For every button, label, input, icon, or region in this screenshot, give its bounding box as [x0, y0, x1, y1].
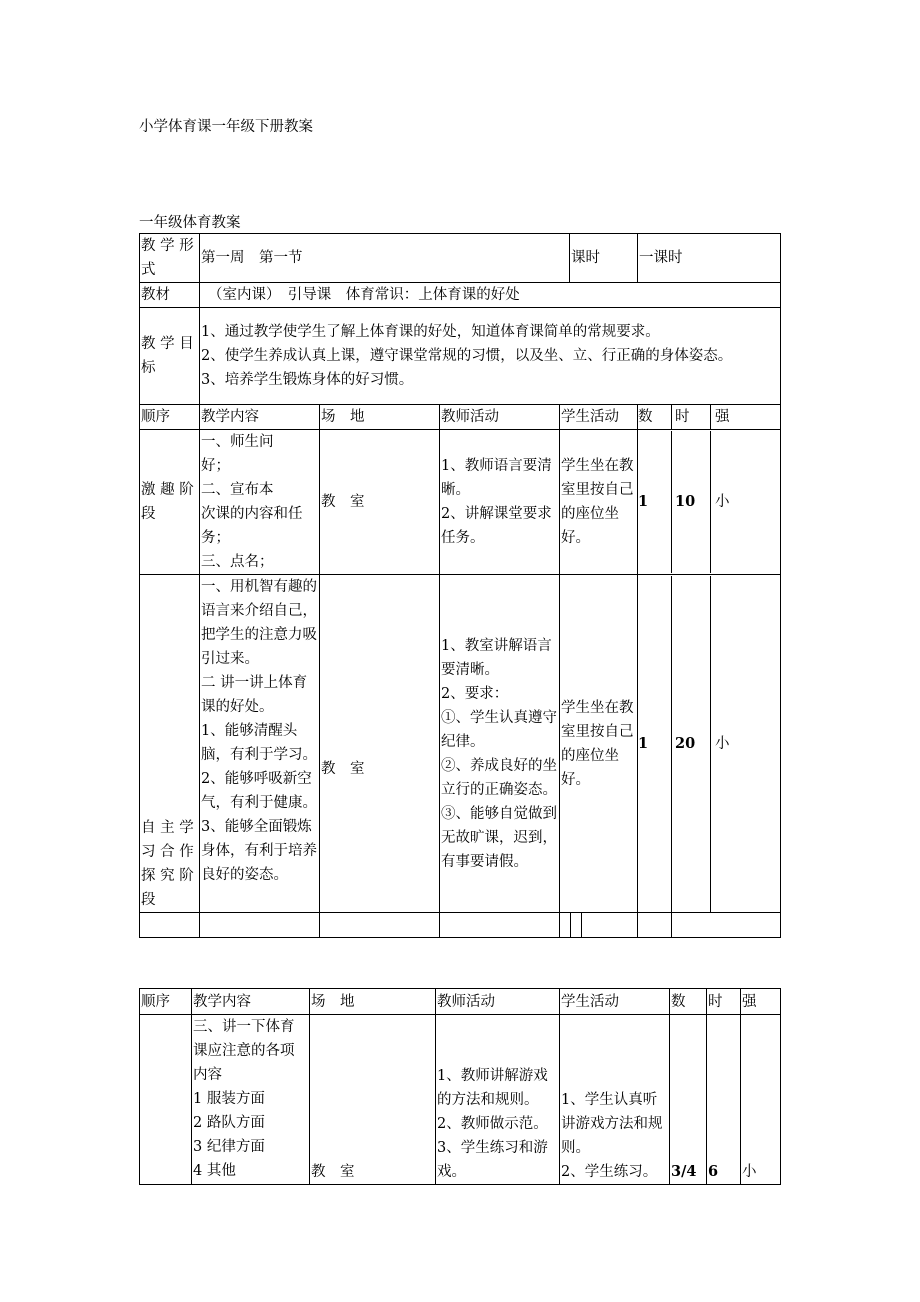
venue-cell: 教 室 [320, 430, 440, 575]
teacher-line: 1、教室讲解语言要清晰。 [441, 637, 552, 678]
header-order: 顺序 [140, 989, 192, 1015]
teacher-line: 2、讲解课堂要求任务。 [441, 506, 552, 546]
lesson-plan-table-1 [139, 233, 781, 938]
content-cell [200, 430, 320, 575]
material-value: （室内课） 引导课 体育常识：上体育课的好处 [200, 283, 781, 308]
teacher-line: 1、教师语言要清晰。 [441, 458, 552, 498]
student-line: 2、学生练习。 [561, 1164, 658, 1180]
empty-cell [638, 913, 781, 938]
venue-cell: 教 室 [310, 1015, 436, 1185]
header-content: 教学内容 [192, 989, 310, 1015]
header-count: 数 [638, 405, 672, 429]
content-line: 好； [201, 458, 230, 474]
empty-cell [320, 913, 440, 938]
header-venue: 场 地 [310, 989, 436, 1015]
time-value: 6 [707, 1015, 741, 1185]
header-student: 学生活动 [560, 405, 638, 430]
teacher-activity-cell [440, 430, 560, 575]
teacher-activity-cell [440, 575, 560, 913]
content-line: 1 服装方面 [193, 1091, 265, 1107]
teacher-line: 1、教师讲解游戏的方法和规则。 [437, 1068, 548, 1108]
intensity-value: 小 [741, 1015, 781, 1185]
teacher-line: 2、要求： [441, 685, 509, 702]
form-value: 第一周 第一节 [200, 234, 570, 283]
count-value: 1 [638, 431, 672, 573]
content-line: 一、用机智有趣的语言来介绍自己，把学生的注意力吸引过来。 [201, 579, 317, 667]
content-line: 三、点名； [201, 554, 274, 570]
student-activity-cell: 学生坐在教室里按自己的座位坐好。 [560, 430, 638, 575]
teacher-line: ②、养成良好的坐立行的正确姿态。 [441, 757, 557, 798]
content-cell [200, 575, 320, 913]
header-intensity: 强 [715, 409, 730, 425]
goal-item: 2、使学生养成认真上课，遵守课堂常规的习惯，以及坐、立、行正确的身体姿态。 [201, 348, 733, 364]
header-student: 学生活动 [560, 989, 670, 1015]
goal-item: 1、通过教学使学生了解上体育课的好处，知道体育课简单的常规要求。 [201, 324, 660, 340]
goal-item: 3、培养学生锻炼身体的好习惯。 [201, 372, 414, 388]
document-title: 小学体育课一年级下册教案 [139, 119, 313, 135]
header-teacher: 教师活动 [436, 989, 560, 1015]
header-teacher: 教师活动 [440, 405, 560, 430]
content-line: 二 讲一讲上体育课的好处。 [201, 675, 308, 715]
teacher-line: 2、教师做示范。 [437, 1116, 548, 1132]
header-count: 数 [670, 989, 707, 1015]
student-activity-cell: 学生坐在教室里按自己的座位坐好。 [560, 575, 638, 913]
teacher-line: ③、能够自觉做到无故旷课，迟到，有事要请假。 [441, 805, 557, 870]
count-time-intensity-cell [638, 575, 781, 913]
empty-cell [140, 913, 200, 938]
content-line: 一、师生问 [201, 434, 274, 450]
time-value: 10 [672, 431, 711, 573]
content-line: 3、能够全面锻炼身体，有利于培养良好的姿态。 [201, 819, 317, 883]
content-cell [192, 1015, 310, 1185]
hours-value: 一课时 [638, 234, 781, 283]
empty-cell [200, 913, 320, 938]
count-value: 3/4 [670, 1015, 707, 1185]
count-value: 1 [638, 576, 672, 912]
header-content: 教学内容 [200, 405, 320, 430]
stage-label [140, 1015, 192, 1185]
empty-cell [440, 913, 560, 938]
teacher-activity-cell [436, 1015, 560, 1185]
hours-label: 课时 [570, 234, 638, 283]
time-value: 20 [672, 576, 711, 912]
header-count-time-intensity [638, 405, 781, 430]
header-time: 时 [672, 405, 711, 429]
lesson-plan-subtitle: 一年级体育教案 [139, 215, 241, 231]
content-line: 三、讲一下体育课应注意的各项内容 [193, 1019, 295, 1083]
content-line: 1、能够清醒头脑，有利于学习。 [201, 723, 317, 763]
teacher-line: 3、学生练习和游戏。 [437, 1140, 548, 1180]
content-line: 3 纪律方面 [193, 1139, 265, 1155]
header-venue: 场 地 [320, 405, 440, 430]
stage-label: 激 趣 阶 段 [140, 430, 200, 575]
student-activity-cell [560, 1015, 670, 1185]
lesson-plan-table-2 [139, 988, 781, 1185]
content-line: 4 其他 [193, 1163, 236, 1179]
content-line: 2、能够呼吸新空气，有利于健康。 [201, 771, 317, 811]
student-line: 1、学生认真听讲游戏方法和规则。 [561, 1092, 663, 1156]
count-time-intensity-cell [638, 430, 781, 575]
intensity-value: 小 [715, 494, 730, 510]
stage-label: 自 主 学 习 合 作 探 究 阶 段 [140, 575, 200, 913]
material-label: 教材 [140, 283, 200, 308]
header-order: 顺序 [140, 405, 200, 430]
goal-label: 教 学 目 标 [140, 308, 200, 405]
goal-list [200, 308, 781, 405]
venue-cell: 教 室 [320, 575, 440, 913]
intensity-value: 小 [715, 735, 730, 752]
empty-cell [560, 913, 638, 938]
header-time: 时 [707, 989, 741, 1015]
content-line: 次课的内容和任务； [201, 506, 303, 546]
content-line: 2 路队方面 [193, 1115, 265, 1131]
content-line: 二、宣布本 [201, 482, 274, 498]
teacher-line: ①、学生认真遵守纪律。 [441, 709, 557, 750]
form-label: 教 学 形 式 [140, 234, 200, 283]
header-intensity: 强 [741, 989, 781, 1015]
